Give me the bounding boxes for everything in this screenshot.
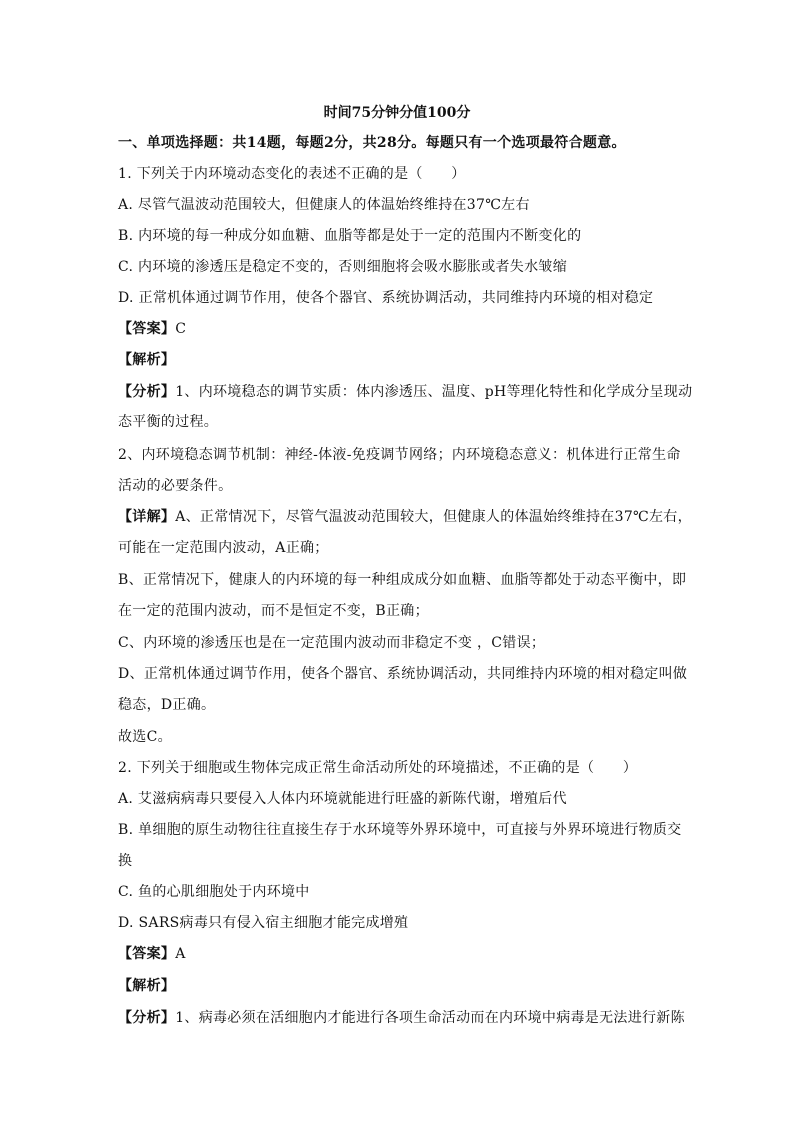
answer-value: A	[175, 946, 186, 962]
question-2-option-b-cont: 换	[118, 853, 133, 869]
question-1-option-d: D. 正常机体通过调节作用，使各个器官、系统协调活动，共同维持内环境的相对稳定	[118, 290, 654, 306]
question-1-detail-b-cont: 在一定的范围内波动，而不是恒定不变，B正确；	[118, 603, 429, 619]
question-1-detail-d-cont: 稳态，D正确。	[118, 697, 216, 713]
question-1-conclusion: 故选C。	[118, 729, 172, 745]
fenxi-label: 【分析】	[118, 1010, 176, 1026]
question-1-fenxi-1-cont: 态平衡的过程。	[118, 414, 219, 430]
detail-label: 【详解】	[118, 509, 176, 525]
question-1-detail-c: C、内环境的渗透压也是在一定范围内波动而非稳定不变 ，C错误；	[118, 635, 546, 651]
question-2-option-d: D. SARS病毒只有侵入宿主细胞才能完成增殖	[118, 915, 409, 931]
question-1-detail-b: B、正常情况下，健康人的内环境的每一种组成成分如血糖、血脂等都处于动态平衡中，即	[118, 572, 687, 588]
question-1-option-b: B. 内环境的每一种成分如血糖、血脂等都是处于一定的范围内不断变化的	[118, 228, 582, 244]
question-2-stem: 2. 下列关于细胞或生物体完成正常生命活动所处的环境描述，不正确的是（ ）	[118, 760, 638, 776]
question-1-detail-a	[118, 507, 692, 527]
page-title: 时间75分钟分值100分	[323, 105, 471, 121]
question-2-option-a: A. 艾滋病病毒只要侵入人体内环境就能进行旺盛的新陈代谢，增殖后代	[118, 791, 567, 807]
question-2-fenxi-1	[118, 1008, 685, 1028]
question-2-option-c: C. 鱼的心肌细胞处于内环境中	[118, 884, 310, 900]
fenxi-text: 1、内环境稳态的调节实质：体内渗透压、温度、pH等理化特性和化学成分呈现动	[175, 384, 693, 400]
question-1-fenxi-2-cont: 活动的必要条件。	[118, 478, 233, 494]
question-1-stem: 1. 下列关于内环境动态变化的表述不正确的是（ ）	[118, 166, 466, 182]
detail-text: A、正常情况下，尽管气温波动范围较大，但健康人的体温始终维持在37℃左右，	[175, 509, 692, 525]
answer-value: C	[175, 321, 187, 337]
question-1-fenxi-1	[118, 382, 693, 402]
answer-label: 【答案】	[118, 946, 176, 962]
question-1-detail-d: D、正常机体通过调节作用，使各个器官、系统协调活动，共同维持内环境的相对稳定叫做	[118, 666, 688, 682]
section-heading: 一、单项选择题：共14题，每题2分，共28分。每题只有一个选项最符合题意。	[118, 135, 626, 151]
question-1-option-c: C. 内环境的渗透压是稳定不变的，否则细胞将会吸水膨胀或者失水皱缩	[118, 259, 568, 275]
answer-label: 【答案】	[118, 321, 176, 337]
question-1-option-a: A. 尽管气温波动范围较大，但健康人的体温始终维持在37℃左右	[118, 197, 530, 213]
question-1-answer	[118, 319, 678, 339]
fenxi-text: 1、病毒必须在活细胞内才能进行各项生命活动而在内环境中病毒是无法进行新陈	[175, 1010, 685, 1026]
question-2-option-b: B. 单细胞的原生动物往往直接生存于水环境等外界环境中，可直接与外界环境进行物质交	[118, 822, 682, 838]
question-1-fenxi-2: 2、内环境稳态调节机制：神经-体液-免疫调节网络；内环境稳态意义：机体进行正常生命	[118, 447, 681, 463]
question-2-analysis-label: 【解析】	[118, 978, 176, 994]
fenxi-label: 【分析】	[118, 384, 176, 400]
question-1-analysis-label: 【解析】	[118, 352, 176, 368]
question-1-detail-a-cont: 可能在一定范围内波动，A正确；	[118, 540, 329, 556]
question-2-answer	[118, 944, 678, 964]
